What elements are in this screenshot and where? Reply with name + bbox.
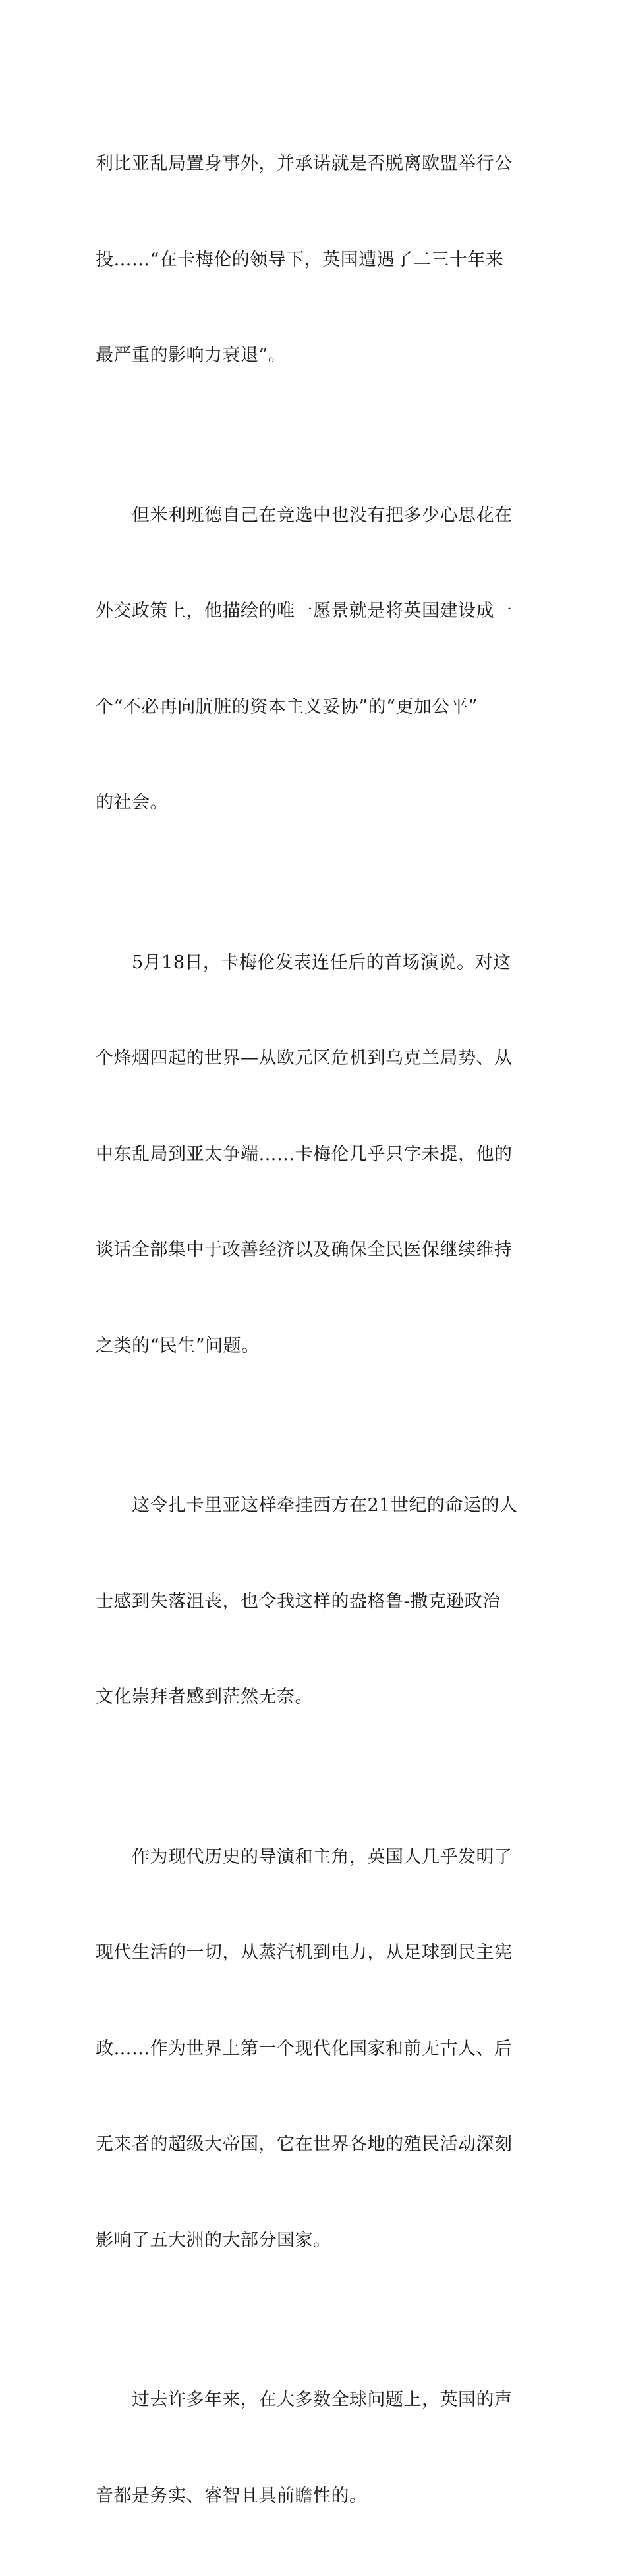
- text-line: 过去许多年来，在大多数全球问题上，英国的声: [96, 2390, 513, 2410]
- text-line: 政……作为世界上第一个现代化国家和前无古人、后: [96, 2038, 513, 2059]
- paragraph-2: [96, 436, 537, 883]
- document-page: [96, 84, 537, 2576]
- text-line: 个烽烟四起的世界—从欧元区危机到乌克兰局势、从: [96, 1048, 513, 1068]
- text-line: 影响了五大洲的大部分国家。: [96, 2230, 331, 2251]
- text-line: 5月18日，卡梅伦发表连任后的首场演说。对这: [96, 952, 511, 973]
- text-line: 外交政策上，他描绘的唯一愿景就是将英国建设成一: [96, 601, 513, 621]
- text-line: 现代生活的一切，从蒸汽机到电力，从足球到民主宪: [96, 1942, 513, 1963]
- paragraph-1: [96, 84, 537, 436]
- text-line: 但米利班德自己在竞选中也没有把多少心思花在: [96, 505, 513, 526]
- text-line: 作为现代历史的导演和主角，英国人几乎发明了: [96, 1846, 513, 1867]
- text-line: 投……“在卡梅伦的领导下，英国遭遇了二三十年来: [96, 249, 504, 270]
- text-line: 士感到失落沮丧，也令我这样的盎格鲁-撒克逊政治: [96, 1591, 501, 1612]
- text-line: 之类的“民生”问题。: [96, 1335, 260, 1356]
- text-line: 的社会。: [96, 792, 168, 813]
- text-line: 个“不必再向肮脏的资本主义妥协”的“更加公平”: [96, 696, 478, 717]
- text-line: 中东乱局到亚太争端……卡梅伦几乎只字未提，他的: [96, 1143, 513, 1165]
- text-line: 谈话全部集中于改善经济以及确保全民医保继续维持: [96, 1240, 513, 1260]
- paragraph-4: [96, 1426, 537, 1778]
- paragraph-3: [96, 883, 537, 1427]
- text-line: 文化崇拜者感到茫然无奈。: [96, 1687, 313, 1707]
- text-line: 音都是务实、睿智且具前瞻性的。: [96, 2485, 368, 2506]
- text-line: 这令扎卡里亚这样牵挂西方在21世纪的命运的人: [96, 1495, 518, 1516]
- text-line: 最严重的影响力衰退”。: [96, 345, 287, 366]
- text-line: 无来者的超级大帝国，它在世界各地的殖民活动深刻: [96, 2134, 513, 2154]
- paragraph-5: [96, 1778, 537, 2321]
- paragraph-6: [96, 2320, 537, 2576]
- text-line: 利比亚乱局置身事外，并承诺就是否脱离欧盟举行公: [96, 153, 513, 174]
